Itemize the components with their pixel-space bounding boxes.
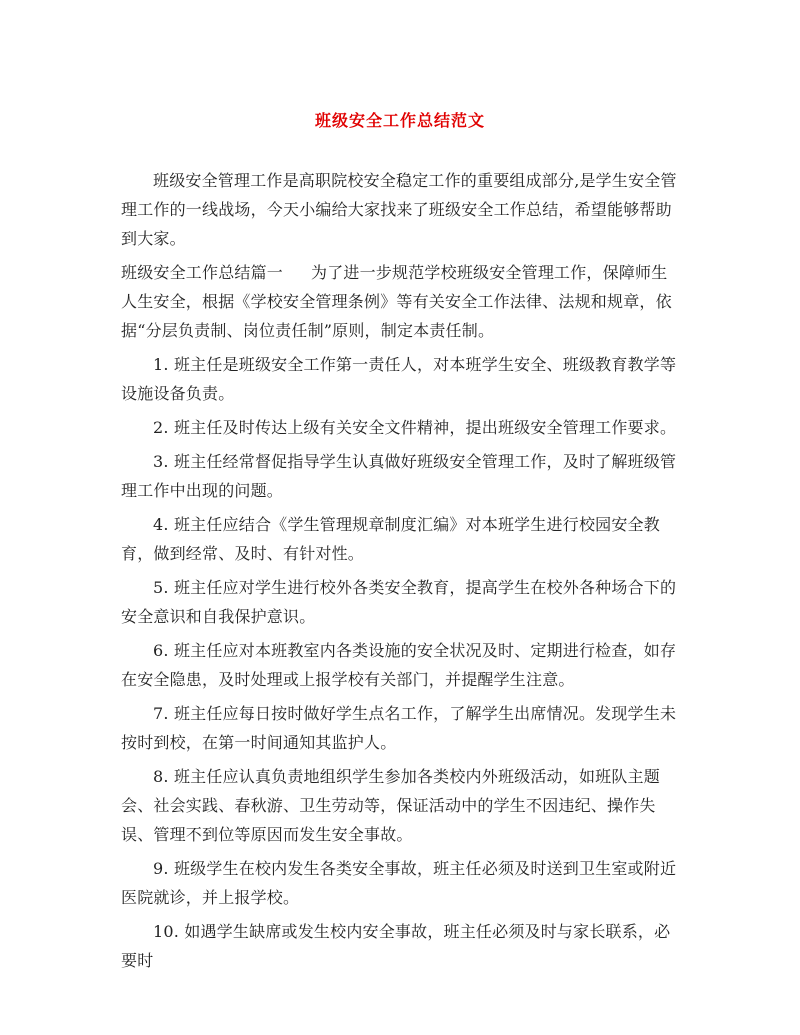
list-item: 3. 班主任经常督促指导学生认真做好班级安全管理工作，及时了解班级管理工作中出现的问题。 (121, 452, 677, 500)
list-item: 6. 班主任应对本班教室内各类设施的安全状况及时、定期进行检查，如存在安全隐患，及时处理或上报学校有关部门，并提醒学生注意。 (121, 641, 677, 689)
list-item: 1. 班主任是班级安全工作第一责任人，对本班学生安全、班级教育教学等设施设备负责。 (121, 355, 677, 403)
list-item: 9. 班级学生在校内发生各类安全事故，班主任必须及时送到卫生室或附近医院就诊，并上报学校。 (121, 859, 677, 907)
list-item: 2. 班主任及时传达上级有关安全文件精神，提出班级安全管理工作要求。 (153, 418, 677, 437)
intro-paragraph: 班级安全管理工作是高职院校安全稳定工作的重要组成部分,是学生安全管理工作的一线战场，今天小编给大家找来了班级安全工作总结，希望能够帮助到大家。 (121, 171, 677, 248)
document-body (121, 166, 681, 980)
section-heading: 班级安全工作总结篇一 (121, 263, 284, 282)
document-title: 班级安全工作总结范文 (314, 111, 485, 130)
section-intro: 为了进一步规范学校班级安全管理工作，保障师生人生安全，根据《学校安全管理条例》等有关安全工作法律、法规和规章，依据“分层负责制、岗位责任制”原则，制定本责任制。 (121, 263, 672, 340)
list-item: 8. 班主任应认真负责地组织学生参加各类校内外班级活动，如班队主题会、社会实践、春秋游、卫生劳动等，保证活动中的学生不因违纪、操作失误、管理不到位等原因而发生安全事故。 (121, 767, 660, 844)
section-paragraph (121, 258, 681, 345)
list-item: 4. 班主任应结合《学生管理规章制度汇编》对本班学生进行校园安全教育，做到经常、及时、有针对性。 (121, 515, 660, 563)
list-item: 7. 班主任应每日按时做好学生点名工作，了解学生出席情况。发现学生未按时到校，在第一时间通知其监护人。 (121, 704, 677, 752)
list-item: 5. 班主任应对学生进行校外各类安全教育，提高学生在校外各种场合下的安全意识和自我保护意识。 (121, 578, 677, 626)
list-item: 10. 如遇学生缺席或发生校内安全事故，班主任必须及时与家长联系，必要时 (121, 922, 671, 970)
